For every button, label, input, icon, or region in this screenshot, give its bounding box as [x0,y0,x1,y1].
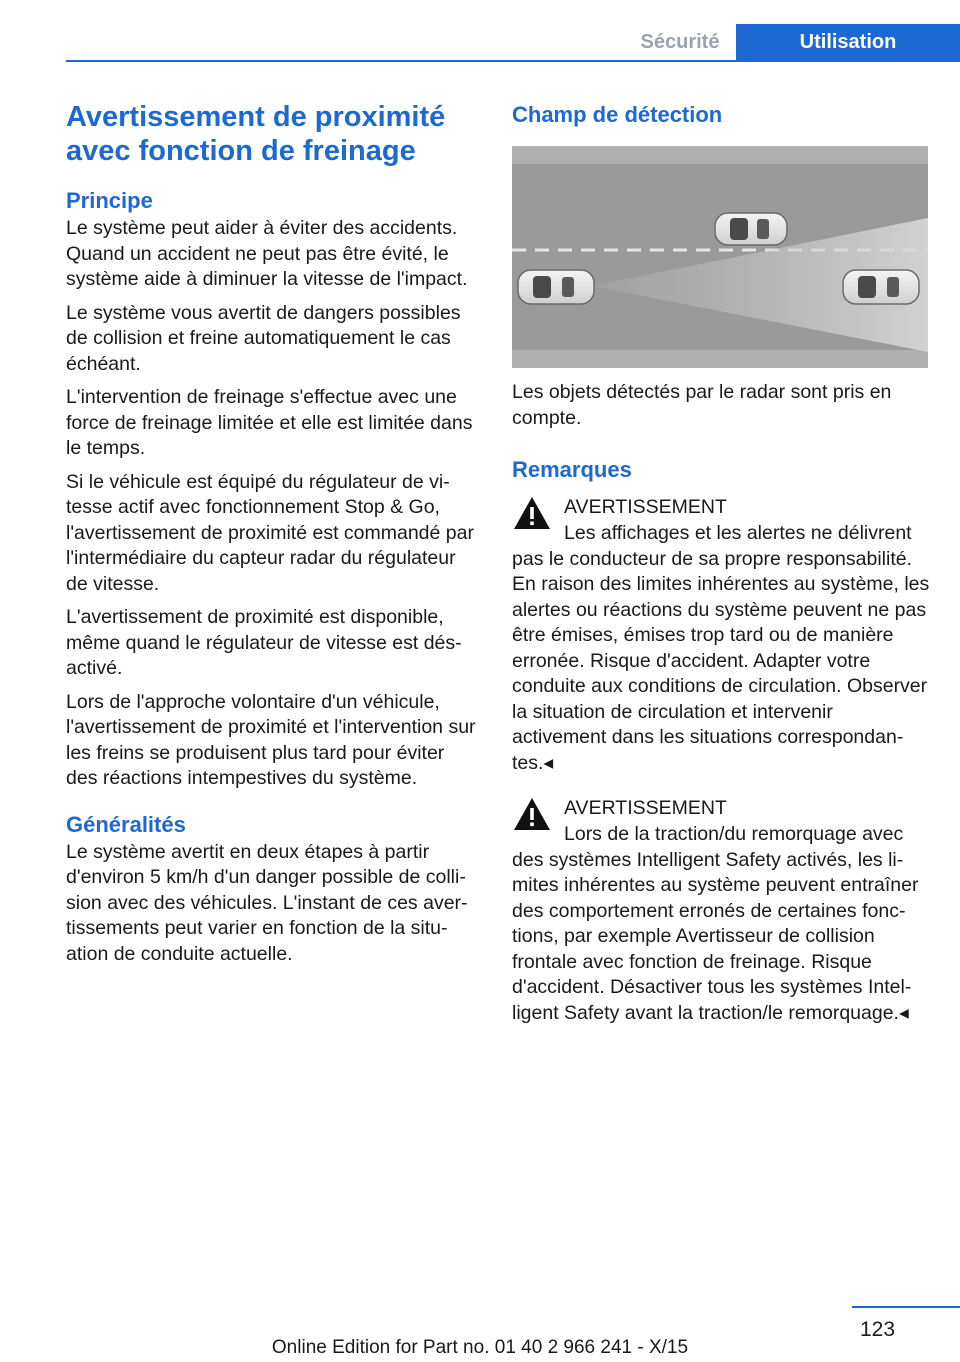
principe-paragraph-2: Le système vous avertit de dangers possibles de collision et freine automatiquement le cas échéant. [66,301,461,375]
warning-2-title: AVERTISSEMENT [564,797,727,819]
title-line-1: Avertissement de proximité [66,101,446,133]
warning-1-first-line: Les affichages et les alertes ne délivrent [564,522,912,544]
principe-paragraph-4: Si le véhicule est équipé du régulateur de vitesse actif avec fonctionnement Stop & Go, l'avertissement de proximité est commandé par l'intermédiaire du capteur radar du régulateur de vitesse. [66,470,474,595]
warning-2-first-line: Lors de la traction/du remorquage avec [564,823,904,845]
warning-1-title: AVERTISSEMENT [564,496,727,518]
road-bottom-edge [512,350,928,368]
warning-block-1 [512,493,932,776]
page-number: 123 [860,1318,896,1341]
edition-footer: Online Edition for Part no. 01 40 2 966 241 - X/15 [271,1337,689,1358]
remarques-heading: Remarques [512,457,632,482]
road-top-edge [512,146,928,164]
car-front-left-lane [715,213,787,245]
generalites-paragraph: Le système avertit en deux étapes à partir d'environ 5 km/h d'un danger possible de collision avec des véhicules. L'instant de ces avertissements peut varier en fonction de la situation de conduite actuelle. [66,840,468,965]
page-title [66,100,480,168]
figure-caption: Les objets détectés par le radar sont pris en compte. [512,381,892,429]
principe-paragraph-1: Le système peut aider à éviter des accidents. Quand un accident ne peut pas être évité, le système aide à diminuer la vitesse de l'impact. [66,217,468,290]
detection-field-figure [512,146,928,368]
detection-field-illustration [512,146,928,368]
tab-utilisation[interactable]: Utilisation [736,24,960,61]
warning-block-2 [512,794,932,1026]
principe-paragraph-5: L'avertissement de proximité est disponible, même quand le régulateur de vitesse est désactivé. [66,606,462,679]
principe-paragraph-3: L'intervention de freinage s'effectue avec une force de freinage limitée et elle est limitée dans le temps. [66,386,473,459]
right-column [512,100,932,1026]
left-column [66,100,480,967]
champ-heading: Champ de détection [512,102,723,127]
generalites-heading: Généralités [66,811,186,837]
warning-2-body: des systèmes Intelligent Safety activés, les limites inhérentes au système peuvent entraîner des comportement erronés de certaines fonctions, par exemple Avertisseur de collision frontale avec fonction de freinage. Risque d'accident. Désactiver tous les systèmes Intelligent Safety avant la traction/le remorquage.◂ [512,848,919,1024]
title-line-2: avec fonction de freinage [66,135,416,167]
principe-heading: Principe [66,188,153,213]
warning-triangle-icon [512,493,552,533]
warning-triangle-icon [512,794,552,834]
car-detected-ahead [843,270,919,304]
car-ego [518,270,594,304]
footer-rule [852,1306,960,1308]
tab-securite[interactable]: Sécurité [640,31,720,53]
principe-paragraph-6: Lors de l'approche volontaire d'un véhicule, l'avertissement de proximité et l'intervention sur les freins se produisent plus tard pour éviter des réactions intempestives du système. [66,690,476,789]
warning-1-body: pas le conducteur de sa propre responsabilité. En raison des limites inhérentes au système, les alertes ou réactions du système peuvent ne pas être émises, émises trop tard ou de manière erronée. Risque d'accident. Adapter votre conduite aux conditions de circulation. Observer la situation de circulation et intervenir activement dans les situations correspondantes.◂ [512,547,930,774]
